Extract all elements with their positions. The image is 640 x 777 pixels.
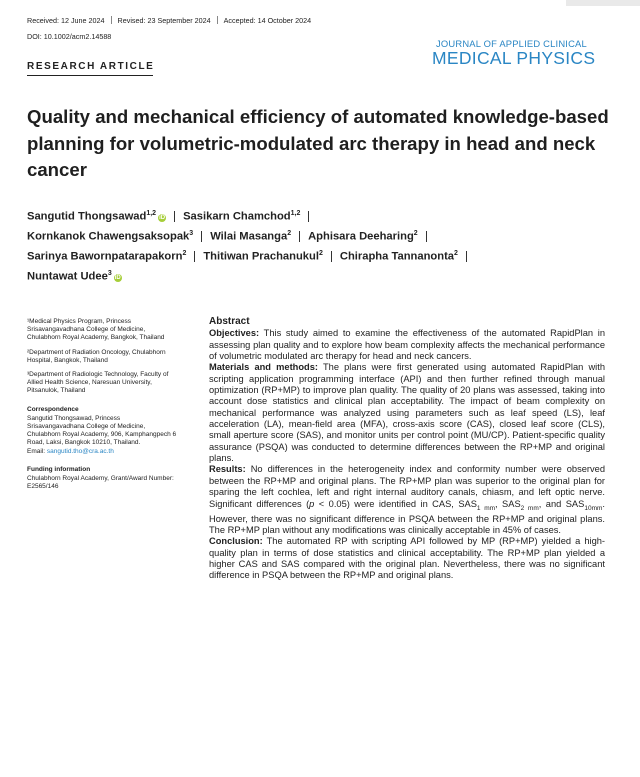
correspondence-address: Sangutid Thongsawad, Princess Srisavangavadhana College of Medicine, Chulabhorn Royal Academy, 906, Kamphangpech 6 Road, Laksi, Bangkok 10210, Thailand. bbox=[27, 414, 177, 447]
author-affiliation-sup: 3 bbox=[107, 270, 112, 277]
author-separator bbox=[299, 231, 300, 242]
page-corner-mark bbox=[566, 0, 640, 6]
author-separator bbox=[174, 211, 175, 222]
author-affiliation-sup: 1,2 bbox=[290, 210, 301, 217]
author-name[interactable]: Sasikarn Chamchod bbox=[183, 210, 291, 223]
author-separator bbox=[201, 231, 202, 242]
affiliation-3: ³Department of Radiologic Technology, Faculty of Allied Health Science, Naresuan University, Pitsanulok, Thailand bbox=[27, 371, 169, 395]
article-type-underline bbox=[27, 75, 153, 76]
author-name[interactable]: Nuntawat Udee bbox=[27, 270, 108, 283]
author-affiliation-sup: 2 bbox=[287, 230, 292, 237]
orcid-icon[interactable]: iD bbox=[114, 274, 121, 281]
abstract-section bbox=[209, 316, 605, 582]
author-line-4 bbox=[27, 270, 122, 283]
journal-logo-main: MEDICAL PHYSICS bbox=[432, 48, 596, 68]
author-affiliation-sup: 1,2 bbox=[146, 210, 157, 217]
results-label: Results: bbox=[209, 464, 246, 475]
author-affiliation-sup: 2 bbox=[413, 230, 418, 237]
revised-date: Revised: 23 September 2024 bbox=[117, 16, 211, 25]
author-affiliation-sup: 2 bbox=[318, 250, 323, 257]
orcid-icon[interactable]: iD bbox=[159, 214, 166, 221]
results-text-a: No differences in the heterogeneity index and conformity number were observed between the RP+MP and original plans. The RP+MP plan was superior to the original plan for sparing the left cochlea, left and right internal auditory canals, chiasm, and left optic nerve. Significant differences ( bbox=[209, 464, 605, 509]
author-separator bbox=[308, 211, 309, 222]
p-value-symbol: p bbox=[309, 498, 315, 509]
author-separator bbox=[194, 251, 195, 262]
author-affiliation-sup: 2 bbox=[182, 250, 187, 257]
affiliation-1: ¹Medical Physics Program, Princess Srisavangavadhana College of Medicine, Chulabhorn Royal Academy, Bangkok, Thailand bbox=[27, 318, 165, 342]
results-text-b: < 0.05) were identified in CAS, SAS bbox=[314, 498, 477, 509]
sidebar-info bbox=[27, 318, 177, 497]
correspondence-email-line bbox=[27, 448, 177, 456]
objectives-text: This study aimed to examine the effectiveness of the automated RapidPlan in assessing plan quality and to explore how beam complexity affects the mechanical performance of volumetric modulated arc therapy for head and neck cancers. bbox=[209, 328, 605, 362]
sas-subscript-1: 1 mm bbox=[476, 504, 496, 512]
doi-link[interactable]: DOI: 10.1002/acm2.14588 bbox=[27, 32, 112, 41]
abstract-objectives bbox=[209, 328, 605, 362]
author-name[interactable]: Sarinya Bawornpatarapakorn bbox=[27, 250, 183, 263]
journal-logo-top: JOURNAL OF APPLIED CLINICAL bbox=[436, 38, 587, 49]
results-text-c: , SAS bbox=[495, 498, 521, 509]
funding-text: Chulabhorn Royal Academy, Grant/Award Number: E2565/146 bbox=[27, 475, 174, 491]
author-line-2 bbox=[27, 230, 435, 243]
author-name[interactable]: Thitiwan Prachanukul bbox=[203, 250, 319, 263]
methods-text: The plans were first generated using automated RapidPlan with scripting application programming interface (API) and then further refined through manual optimization (RP+MP) to improve plan quality. The quality of 20 plans was assessed, taking into account dose statistics and clinical plan acceptability. The impact of beam complexity on mechanical performance was analyzed using parameters such as leaf speed (LS), leaf acceleration (LA), mean-field area (MFA), cross-axis score (CAS), closed leaf score (CLS), small aperture score (SAS), and monitor units per control point (MU/CP). Patient-specific quality assurance (PSQA) was conducted to determine differences between the RP+MP and original plans. bbox=[209, 362, 606, 464]
results-text-e: . However, there was no significant difference in PSQA between the RP+MP and original plans. The RP+MP plan without any modifications was clinically acceptable in 45% of cases. bbox=[209, 498, 605, 536]
author-name[interactable]: Kornkanok Chawengsaksopak bbox=[27, 230, 190, 243]
author-separator bbox=[426, 231, 427, 242]
author-affiliation-sup: 2 bbox=[454, 250, 458, 257]
correspondence-heading: Correspondence bbox=[27, 405, 79, 413]
author-name[interactable]: Chirapha Tannanonta bbox=[339, 250, 455, 263]
publication-dates bbox=[27, 16, 311, 25]
funding-heading: Funding information bbox=[27, 465, 91, 473]
methods-label: Materials and methods: bbox=[209, 362, 318, 373]
objectives-label: Objectives: bbox=[209, 328, 260, 339]
author-separator bbox=[331, 251, 332, 262]
author-name[interactable]: Aphisara Deeharing bbox=[308, 230, 414, 243]
abstract-methods bbox=[209, 362, 605, 464]
abstract-conclusion bbox=[209, 536, 605, 581]
paper-title: Quality and mechanical efficiency of automated knowledge-based planning for volumetric-modulated arc therapy in head and neck cancer bbox=[27, 106, 609, 180]
sas-subscript-3: 10mm bbox=[584, 504, 603, 512]
affiliation-2: ²Department of Radiation Oncology, Chulabhorn Hospital, Bangkok, Thailand bbox=[27, 348, 166, 364]
conclusion-label: Conclusion: bbox=[209, 536, 263, 547]
sas-subscript-2: 2 mm bbox=[520, 504, 539, 512]
date-separator bbox=[111, 16, 112, 24]
author-separator bbox=[466, 251, 467, 262]
author-name[interactable]: Sangutid Thongsawad bbox=[27, 210, 147, 223]
email-link[interactable]: sangutid.tho@cra.ac.th bbox=[46, 447, 114, 455]
email-label: Email: bbox=[27, 447, 47, 455]
article-type-label: RESEARCH ARTICLE bbox=[27, 61, 155, 72]
author-line-3 bbox=[27, 250, 475, 263]
date-separator bbox=[217, 16, 218, 24]
author-affiliation-sup: 3 bbox=[189, 230, 194, 237]
accepted-date: Accepted: 14 October 2024 bbox=[223, 16, 312, 25]
results-text-d: , and SAS bbox=[538, 498, 585, 509]
abstract-heading: Abstract bbox=[209, 316, 250, 327]
received-date: Received: 12 June 2024 bbox=[27, 16, 105, 25]
abstract-results bbox=[209, 464, 605, 536]
author-name[interactable]: Wilai Masanga bbox=[210, 230, 288, 243]
conclusion-text: The automated RP with scripting API followed by MP (RP+MP) yielded a high-quality plan in terms of dose statistics and clinical acceptability. The RP+MP plan yielded a higher CAS and SAS compared with the original plan. Nevertheless, there was no significant difference in PSQA between the RP+MP and original plans. bbox=[209, 536, 606, 581]
author-line-1 bbox=[27, 210, 317, 223]
